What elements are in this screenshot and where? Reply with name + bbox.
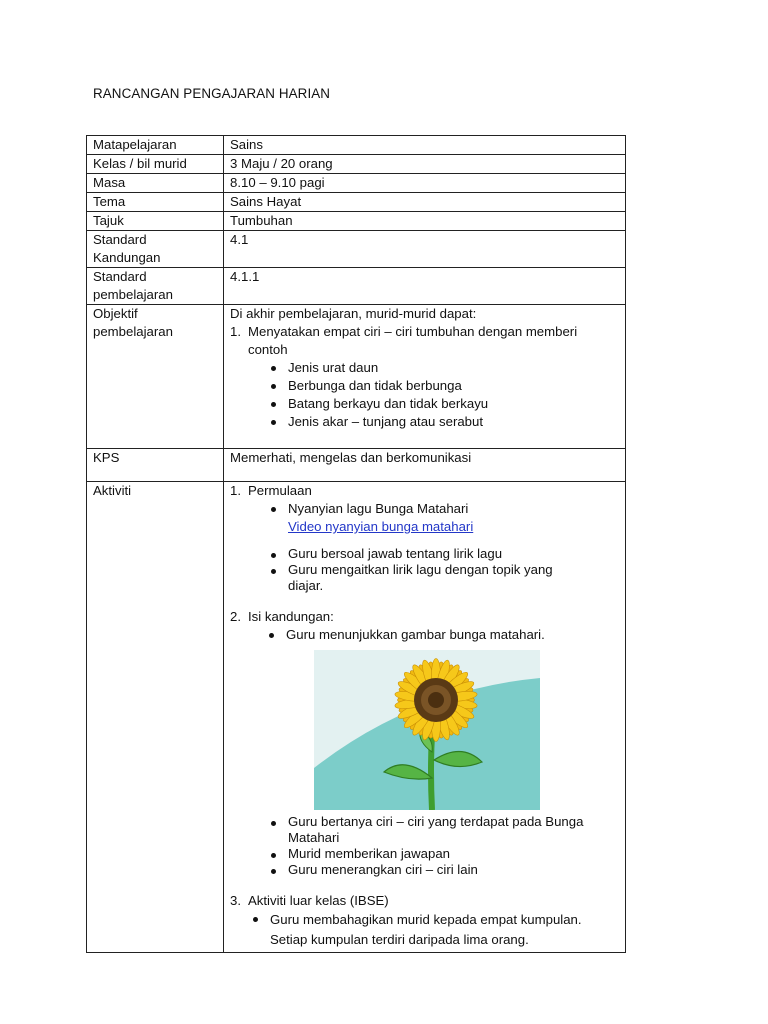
value-masa: 8.10 – 9.10 pagi — [224, 174, 626, 193]
document-title: RANCANGAN PENGAJARAN HARIAN — [93, 86, 331, 101]
section-title: Isi kandungan: — [248, 609, 334, 624]
list-item — [268, 562, 619, 594]
row-standard-pembelajaran — [87, 268, 626, 305]
objektif-item-1 — [230, 323, 619, 341]
objektif-intro: Di akhir pembelajaran, murid-murid dapat: — [230, 306, 477, 321]
objektif-bullets — [268, 359, 619, 431]
label-line: pembelajaran — [93, 324, 173, 339]
row-kps — [87, 449, 626, 482]
value-matapelajaran: Sains — [224, 136, 626, 155]
list-item: Jenis akar – tunjang atau serabut — [268, 413, 619, 431]
row-kelas — [87, 155, 626, 174]
label-line: Objektif — [93, 306, 138, 321]
list-item — [250, 910, 619, 950]
label-line: pembelajaran — [93, 287, 173, 302]
label-aktiviti: Aktiviti — [87, 482, 224, 953]
section-permulaan — [230, 482, 619, 500]
section-title: Aktiviti luar kelas (IBSE) — [248, 893, 389, 908]
objektif-item-text: Menyatakan empat ciri – ciri tumbuhan dengan memberi — [248, 324, 578, 339]
list-item: Batang berkayu dan tidak berkayu — [268, 395, 619, 413]
value-objektif — [224, 305, 626, 449]
label-tema: Tema — [87, 193, 224, 212]
list-item-text: Guru mengaitkan lirik lagu dengan topik yang — [288, 562, 553, 577]
sunflower-image — [314, 650, 540, 810]
list-item-text: Matahari — [288, 830, 340, 845]
label-line: Standard — [93, 232, 147, 247]
list-item-text: Setiap kumpulan terdiri daripada lima orang. — [270, 932, 529, 947]
list-number: 3. — [230, 893, 241, 908]
value-kps: Memerhati, mengelas dan berkomunikasi — [224, 449, 626, 482]
row-objektif — [87, 305, 626, 449]
label-objektif — [87, 305, 224, 449]
section-title: Permulaan — [248, 483, 312, 498]
value-tajuk: Tumbuhan — [224, 212, 626, 231]
permulaan-bullets — [268, 500, 619, 536]
lesson-plan-table — [86, 135, 626, 953]
objektif-item-cont: contoh — [248, 342, 288, 357]
row-masa — [87, 174, 626, 193]
list-item — [268, 500, 619, 536]
value-standard-pembelajaran: 4.1.1 — [224, 268, 626, 305]
section-aktiviti-luar — [230, 892, 619, 910]
section-isi-kandungan — [230, 608, 619, 626]
row-tema — [87, 193, 626, 212]
list-number: 1. — [230, 483, 241, 498]
label-tajuk: Tajuk — [87, 212, 224, 231]
value-tema: Sains Hayat — [224, 193, 626, 212]
isi-bullets — [266, 626, 619, 644]
value-kelas: 3 Maju / 20 orang — [224, 155, 626, 174]
list-item: Berbunga dan tidak berbunga — [268, 377, 619, 395]
list-item: Guru menunjukkan gambar bunga matahari. — [266, 626, 619, 644]
label-line: Kandungan — [93, 250, 161, 265]
label-kps: KPS — [87, 449, 224, 482]
list-item-text: diajar. — [288, 578, 324, 593]
label-masa: Masa — [87, 174, 224, 193]
isi-bullets-2 — [268, 814, 619, 878]
row-standard-kandungan — [87, 231, 626, 268]
row-aktiviti — [87, 482, 626, 953]
list-number: 1. — [230, 324, 241, 339]
list-item: Guru menerangkan ciri – ciri lain — [268, 862, 619, 878]
list-item-text: Guru bertanya ciri – ciri yang terdapat pada Bunga — [288, 814, 584, 829]
list-item — [268, 814, 619, 846]
value-aktiviti — [224, 482, 626, 953]
label-kelas: Kelas / bil murid — [87, 155, 224, 174]
row-matapelajaran — [87, 136, 626, 155]
label-standard-kandungan — [87, 231, 224, 268]
row-tajuk — [87, 212, 626, 231]
label-standard-pembelajaran — [87, 268, 224, 305]
value-standard-kandungan: 4.1 — [224, 231, 626, 268]
list-item-text: Guru membahagikan murid kepada empat kumpulan. — [270, 912, 582, 927]
permulaan-bullets-2 — [268, 546, 619, 594]
video-link[interactable]: Video nyanyian bunga matahari — [288, 519, 474, 534]
label-line: Standard — [93, 269, 147, 284]
list-item-text: Nyanyian lagu Bunga Matahari — [288, 501, 469, 516]
list-item: Guru bersoal jawab tentang lirik lagu — [268, 546, 619, 562]
sunflower-illustration — [314, 650, 540, 810]
list-number: 2. — [230, 609, 241, 624]
label-matapelajaran: Matapelajaran — [87, 136, 224, 155]
list-item: Murid memberikan jawapan — [268, 846, 619, 862]
list-item: Jenis urat daun — [268, 359, 619, 377]
luar-bullets — [250, 910, 619, 952]
